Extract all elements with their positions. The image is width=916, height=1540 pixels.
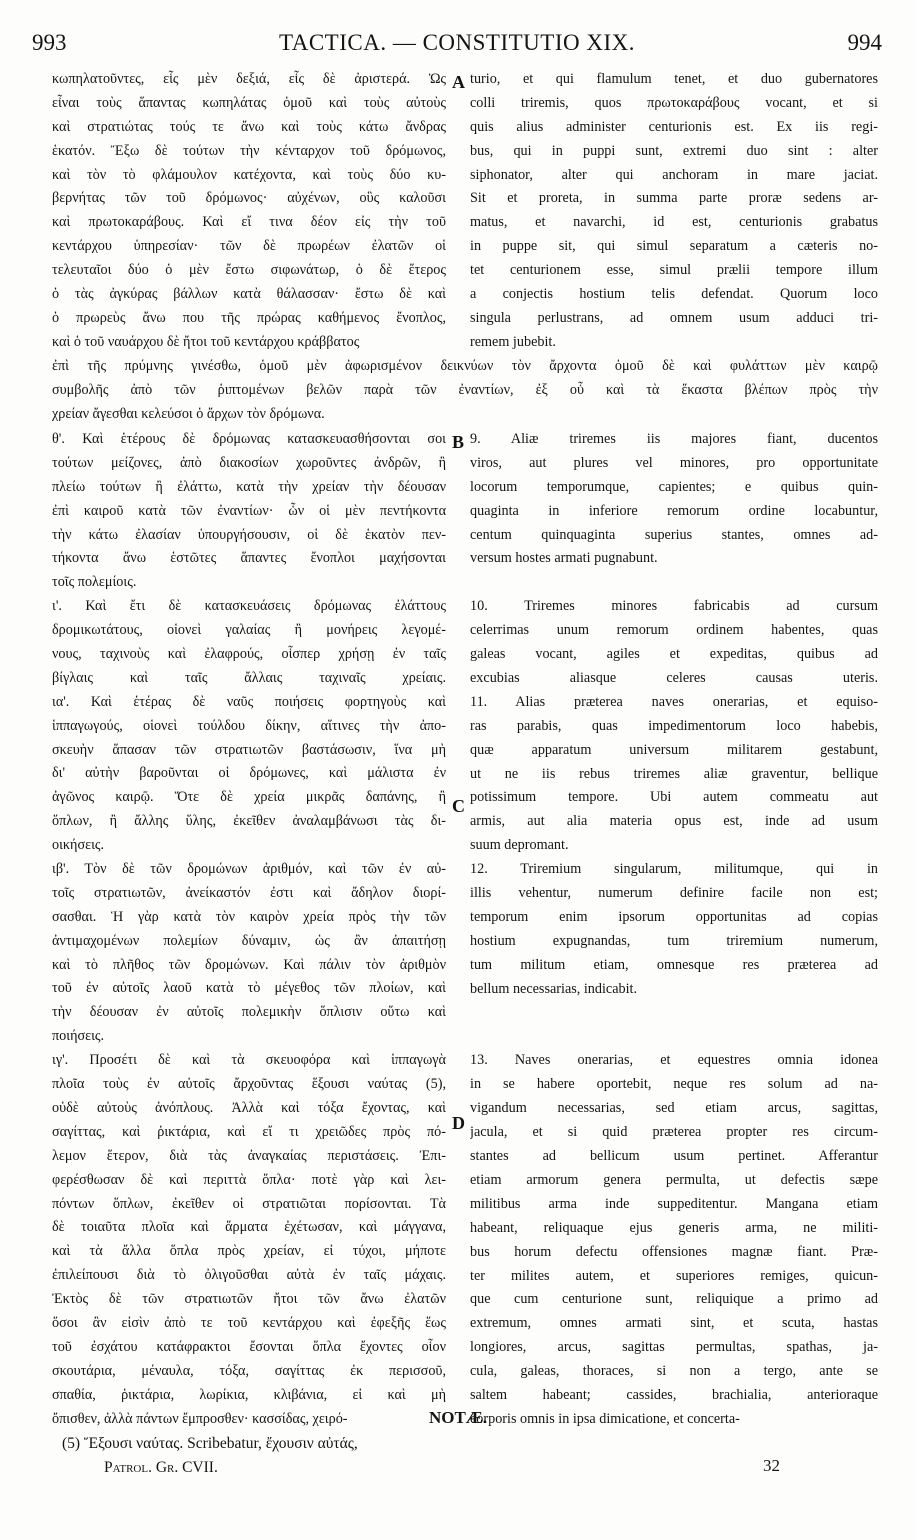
text-line: hostium expugnandas, tum triremium numerum, [470,932,878,949]
text-line: tet centurionem esse, simul prælii tempore illum [470,262,878,279]
notes-heading: NOTÆ. [428,1408,488,1427]
text-line: σπαθία, ῥικτάρια, λωρίκια, κλιβάνια, εἰ καὶ μὴ [52,1386,446,1403]
blank-line [470,571,878,595]
text-line: celerrimas unum remorum ordinem habentes, quas [470,622,878,639]
text-line: καὶ τὸ πλῆθος τῶν δρομώνων. Καὶ πάλιν τὸν ἀριθμὸν [52,956,446,973]
text-line: κωπηλατοῦντες, εἷς μὲν δεξιά, εἷς δὲ ἀριστερά. Ὡς [52,71,446,87]
page-header [32,30,882,66]
text-line: ὅσοι ἂν εἰσὶν ἀπὸ τε τοῦ κεντάρχου καὶ ἐφεξῆς ἕως [52,1314,446,1331]
text-line: quaginta in inferiore remorum ordine locabuntur, [470,502,878,519]
text-line: πλείω τούτων ἢ ἐλάττω, κατὰ τὴν χρείαν τὴν δέουσαν [52,478,446,495]
text-line: centum quinquaginta superius stantes, omnes ad- [470,526,878,543]
text-line: ἀντιμαχομένων πολεμίων δύναμιν, ὡς ἂν ἀπαιτήσῃ [52,932,446,949]
text-line: νους, ταχινοὺς καὶ ἐλαφρούς, οἷσπερ χρήσῃ ἐν ταῖς [52,646,446,663]
text-line: σαγίττας, καὶ ῥικτάρια, καὶ εἴ τι χρειῶδες πρὸς πό- [52,1123,446,1140]
margin-marker-b: B [452,432,465,452]
text-line: illis vehentur, numerum definire facile non est; [470,885,878,902]
text-line: τούτων μείζονες, ἀπὸ διακοσίων χωροῦντες ἀνδρῶν, ἢ [52,454,446,471]
signature-mark: 32 [763,1456,780,1475]
text-line: τοῖς πολεμίοις. [52,574,137,591]
footnote-5: (5) Ἕξουσι ναύτας. Scribebatur, ἔχουσιν αὐτάς, [62,1435,358,1452]
text-line: πόντων ὅπλων, ἐκεῖθεν οἱ στρατιῶται πορίσονται. Τὰ [52,1195,446,1212]
text-line: ut ne iis rebus triremes aliæ graventur, bellique [470,765,878,782]
series-line: Patrol. Gr. CVII. [104,1459,218,1476]
margin-marker-d: D [452,1113,465,1133]
text-line: stantes ad bellicum usum pertinet. Afferantur [470,1148,878,1165]
text-line: siphonator, alter qui anchoram in mare jaciat. [470,166,878,183]
text-line: quæ apparatum universum militarem gestabunt, [470,741,878,758]
text-line: καὶ τὰ ἄλλα ὅπλα πρὸς χρείαν, εἰ τύχοι, μήποτε [52,1243,446,1260]
text-line: ἑκατόν. Ἔξω δὲ τούτων τὴν κένταρχον τοῦ δρόμωνος, [52,142,446,159]
text-line: κεντάρχου ὑπηρεσίαν· τῶν δὲ πρωρέων ἐλατῶν οἱ [52,238,446,255]
text-line: etiam armorum genera permulta, ut defectis sæpe [470,1171,878,1188]
text-line: Sit et proreta, in summa parte proræ sedens ar- [470,190,878,207]
text-line: 13. Naves onerarias, et equestres omnia idonea [470,1052,878,1069]
text-line: φερέσθωσαν δὲ καὶ περιττὰ ὅπλα· ποτὲ γὰρ καὶ λει- [52,1171,446,1188]
text-line: saltem habeant; cassides, brachialia, anterioraque [470,1386,878,1403]
text-line: bellum necessarias, indicabit. [470,980,638,997]
text-line: σασθαι. Ἡ γὰρ κατὰ τὸν καιρὸν χρεία πρὸς τὴν τῶν [52,908,446,925]
text-line: cula, galeas, thoraces, si non a tergo, ante se [470,1363,878,1380]
text-line: ter milites autem, et superiores remiges, quicun- [470,1267,878,1284]
text-line: σκουτάρια, μέναυλα, τόξα, σαγίττας ἐκ περισσοῦ, [52,1362,446,1379]
text-line: quis alius administer centurionis est. Ex iis regi- [470,118,878,135]
text-line: versum hostes armati pugnabunt. [470,550,658,567]
text-line: Ἐκτὸς δὲ τῶν στρατιωτῶν ἤτοι τῶν ἄνω ἐλατῶν [52,1291,446,1308]
text-line: καὶ πρωτοκαράβους. Καὶ εἴ τινα δέον εἰς τὴν τοῦ [52,214,446,231]
text-line: ras parabis, quas impedimentorum loco habebis, [470,717,878,734]
text-line: πλοῖα τοὺς ἐν αὐτοῖς ἄρχοῦντας ἕξουσι ναύτας (5), [52,1076,446,1093]
text-line: in puppe sit, qui simul separatum a cæteris no- [470,238,878,255]
running-title: TACTICA. — CONSTITUTIO XIX. [279,30,635,55]
text-line: 11. Alias præterea naves onerarias, et equiso- [470,693,878,710]
text-line: καὶ στρατιώτας τούς τε ἄνω καὶ τοὺς κάτω ἄνδρας [52,118,446,135]
text-line: βερνήτας τῶν τοῦ δρόμωνος· αὐχένων, οὓς καλοῦσι [52,190,446,207]
text-line: ποιήσεις. [52,1028,105,1045]
margin-marker-a: A [452,72,465,92]
text-line: ὅπλων, ἢ ἄλλης ὕλης, ἐκεῖθεν ἀναλαμβάνωσι τὰς δι- [52,813,446,830]
text-line: ὁ τὰς ἀγκύρας βάλλων κατὰ θάλασσαν· ἔστω δὲ καὶ [52,286,446,303]
latin-column-top [470,68,878,355]
blank-line [470,1025,878,1049]
text-line: viros, aut plures vel minores, pro opportunitate [470,454,878,471]
text-line: δρομικωτάτους, οἱονεὶ γαλαίας ἢ μονήρεις λεγομέ- [52,622,446,639]
text-line: galeas vocant, agiles et expeditas, quibus ad [470,646,878,663]
text-line: in se habere oportebit, neque res solum ad na- [470,1076,878,1093]
text-line: 12. Triremium singularum, militumque, qui in [470,861,878,878]
text-line: δι' αὐτὴν βαροῦνται οἱ δρόμωνες, καὶ μάλιστα ἐν [52,765,446,782]
text-line: ιγ'. Προσέτι δὲ καὶ τὰ σκευοφόρα καὶ ἱππαγωγὰ [52,1052,446,1069]
text-line: συμβολῆς ἀπὸ τῶν ῥιπτομένων βελῶν παρὰ τῶν ἐναντίων, ἐξ οὗ καὶ τὰ ἕκαστα βλέπων πρὸς τὴν [52,381,878,398]
text-line: οικήσεις. [52,837,105,854]
greek-column-main [52,428,446,1431]
text-line: 9. Aliæ triremes iis majores fiant, ducentos [470,431,878,447]
text-line: locorum temporumque, capientes; e quibus quin- [470,478,878,495]
text-line: ια'. Καὶ ἑτέρας δὲ ναῦς ποιήσεις φορτηγοὺς καὶ [52,693,446,710]
text-line: τήκοντα ἄνω ἑστῶτες ἅπαντες ἔνοπλοι μαχήσονται [52,550,446,567]
page-number-right: 994 [847,30,882,55]
text-line: τοῖς στρατιωτῶν, ἀνείκαστόν ἐστι καὶ ἄδηλον διορί- [52,884,446,901]
text-line: habeant, reliquaque ejus generis arma, ne militi- [470,1219,878,1236]
text-line: corporis omnis in ipsa dimicatione, et concerta- [470,1410,740,1427]
text-line: bus horum defectu offensiones magnæ fiant. Præ- [470,1243,878,1260]
text-line: colli triremis, quos πρωτοκαράβους vocant, et si [470,94,878,111]
margin-marker-c: C [452,796,465,816]
text-line: τὴν κάτω ἐλασίαν ὑπουργήσουσιν, οἱ δὲ ἑκατὸν πεν- [52,526,446,543]
greek-full-width [52,355,878,427]
text-line: que cum centurione sunt, reliquique a primo ad [470,1291,878,1308]
text-line: ὄπισθεν, ἀλλὰ πάντων ἔμπροσθεν· κασσίδας, χειρό- [52,1410,348,1427]
text-line: militibus arma inde suppeditentur. Mangana etiam [470,1195,878,1212]
text-line: ἱππαγωγούς, οἱονεὶ τούλδου δίκην, αἵτινες τὴν ἀπο- [52,717,446,734]
text-line: σκευὴν ἅπασαν τῶν στρατιωτῶν βαστάσωσιν, ἵνα μὴ [52,741,446,758]
text-line: λεμον ἕτερον, διὰ τὰς ἀναγκαίας περιστάσεις. Ἐπι- [52,1147,446,1164]
text-line: ἐπὶ καιροῦ κατὰ τῶν ἐναντίων· ὧν οἱ μὲν πεντήκοντα [52,502,446,519]
text-line: ἐπιλείπουσι διὰ τὸ ὀλιγοῦσθαι αὐτὰ ἐν ταῖς μάχαις. [52,1267,446,1284]
text-line: τελευταῖοι δύο ὁ μὲν ἔστω σιφωνάτωρ, ὁ δὲ ἕτερος [52,262,446,279]
text-line: ι'. Καὶ ἔτι δὲ κατασκευάσεις δρόμωνας ἐλάττους [52,598,446,615]
text-line: potissimum tempore. Ubi autem commeatu aut [470,789,878,806]
text-line: 10. Triremes minores fabricabis ad cursum [470,598,878,615]
text-line: jacula, et si quid præterea propter res circum- [470,1124,878,1141]
text-line: extremum, omnes armati sint, et scuta, hastas [470,1315,878,1332]
text-line: ὁ πρωρεὺς ἄνω που τῆς πρώρας καθήμενος ἔνοπλος, [52,309,446,326]
text-line: καὶ ὁ τοῦ ναυάρχου δὲ ἤτοι τοῦ κεντάρχου κράββατος [52,333,360,350]
text-line: excubias aliasque celeres causas uteris. [470,670,878,687]
text-line: οὐδὲ αὐτοὺς ἀνόπλους. Ἀλλὰ καὶ τόξα ἔχοντας, καὶ [52,1099,446,1116]
text-line: εἶναι τοὺς ἅπαντας κωπηλάτας ὁμοῦ καὶ τοὺς αὐτοὺς [52,94,446,111]
text-line: bus, qui in puppi sunt, extremi duo sint : alter [470,142,878,159]
text-line: tum militum etiam, omnesque res præterea ad [470,956,878,973]
text-line: vigandum necessarias, sed etiam arcus, sagittas, [470,1100,878,1117]
text-line: τοῦ ἐσχάτου κατάφρακτοι ἔσονται ὅπλα ἔχοντες οἷον [52,1338,446,1355]
text-line: singula perlustrans, ad omnem usum adduci tri- [470,309,878,326]
text-line: a conjectis hostium telis defendat. Quorum loco [470,286,878,303]
text-line: τὴν δέουσαν ἐν αὐτοῖς πολεμικὴν ὅπλισιν οὕτω καὶ [52,1004,446,1021]
text-line: ιβ'. Τὸν δὲ τῶν δρομώνων ἀριθμόν, καὶ τῶν ἐν αὐ- [52,861,446,878]
text-line: turio, et qui flamulum tenet, et duo gubernatores [470,71,878,87]
text-line: ἐπὶ τῆς πρύμνης γινέσθω, ὁμοῦ μὲν ἀφωρισμένον δεικνύων τὸν ἄρχοντα ὁμοῦ δὲ καὶ φυλάττων μὲν καιρῷ [52,358,878,374]
text-line: δὲ τοιαῦτα πλοῖα καὶ ἅρματα ἐχέτωσαν, καὶ μάγγανα, [52,1219,446,1236]
text-line: θ'. Καὶ ἑτέρους δὲ δρόμωνας κατασκευασθήσονται σοι [52,431,446,447]
greek-column-top [52,68,446,355]
text-line: τοῦ ἐν αὐτοῖς λαοῦ κατὰ τὸ μέγεθος τῶν πλοίων, καὶ [52,980,446,997]
page-number-left: 993 [32,30,67,55]
text-line: armis, aut alia materia opus est, inde ad usum [470,813,878,830]
text-line: ἀγῶνος καιρῷ. Ὅτε δὲ χρεία μικρᾶς δαπάνης, ἢ [52,789,446,806]
text-line: βίγλαις καὶ ταῖς ἄλλαις ταχιναῖς χρείαις. [52,669,446,686]
text-line: remem jubebit. [470,333,556,350]
text-line: suum depromant. [470,837,569,854]
text-line: χρείαν ἄγεσθαι κελεύσοι ὁ ἄρχων τὸν δρόμωνα. [52,405,325,422]
text-line: longiores, arcus, sagittas permultas, spathas, ja- [470,1339,878,1356]
text-line: καὶ τὸν τὸ φλάμουλον κατέχοντα, καὶ τοὺς δύο κυ- [52,166,446,183]
text-line: matus, et navarchi, id est, centurionis grabatus [470,214,878,231]
text-line: temporum enim ipsorum opportunitas ad copias [470,908,878,925]
blank-line [470,1001,878,1025]
latin-column-main [470,428,878,1432]
